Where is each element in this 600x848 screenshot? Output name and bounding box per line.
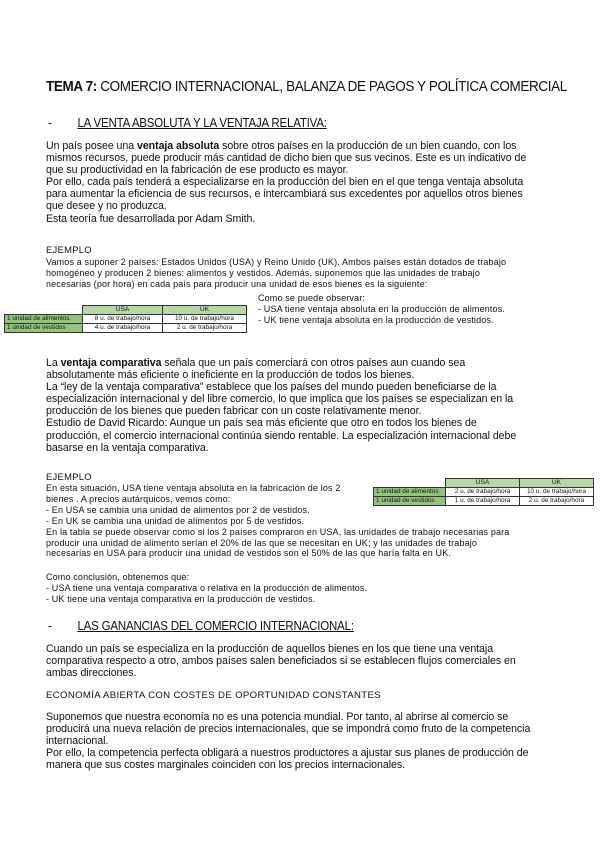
text-line: ambas direcciones. (46, 667, 137, 680)
text-line: Como se puede observar: (258, 293, 366, 303)
text-line: bienes . A precios autárquicos, vemos como: (46, 493, 231, 504)
text-line: Esta teoría fue desarrollada por Adam Smith. (46, 212, 256, 225)
text-line: Por ello, la competencia perfecta obligará a nuestros productores a ajustar sus planes de producción de (46, 747, 529, 760)
paragraph-ventaja-absoluta (46, 140, 566, 225)
text-span: señala que un país comerciará con otros países aun cuando sea (161, 357, 466, 369)
text-line: comparativa respecto a otro, ambos países salen beneficiados si se establecen flujos comerciales en (46, 655, 516, 668)
table-header-cell: UK (520, 479, 594, 488)
table-cell: 10 u. de trabajo/hora (163, 315, 247, 324)
table-row (374, 497, 594, 506)
text-line: absolutamente más eficiente o ineficiente en la producción de todos los bienes. (46, 369, 415, 382)
text-line: - En UK se cambia una unidad de alimentos por 5 de vestidos. (46, 515, 305, 526)
text-line: para aumentar la eficiencia de sus recursos, e intercambiará sus excedentes por aquellos otros bienes (46, 188, 523, 201)
text-line: - En USA se cambia una unidad de alimentos por 2 de vestidos. (46, 504, 310, 515)
section-label: LA VENTA ABSOLUTA Y LA VENTAJA RELATIVA: (77, 116, 327, 130)
example-1-observations (258, 293, 505, 326)
text-line: Cuando un país se especializa en la producción de aquellos bienes en los que tiene una ventaja (46, 643, 494, 655)
section-label: LAS GANANCIAS DEL COMERCIO INTERNACIONAL: (77, 619, 354, 633)
example-heading: EJEMPLO (46, 244, 92, 255)
text-line: basarse en la ventaja comparativa. (46, 441, 209, 454)
table-cell: 2 u. de trabajo/hora (520, 497, 594, 506)
text-line: En la tabla se puede observar como si los 2 países compraron en USA, las unidades de trabajo necesarias para (46, 526, 510, 537)
paragraph-ganancias (46, 643, 566, 679)
example-2-conclusion (46, 572, 586, 605)
section-bullet: - (48, 619, 52, 633)
table-cell: 2 u. de trabajo/hora (163, 324, 247, 333)
table-cell: 4 u. de trabajo/hora (83, 324, 163, 333)
labor-table-2 (373, 478, 594, 506)
subheading-economia-abierta: ECONOMÍA ABIERTA CON COSTES DE OPORTUNIDAD CONSTANTES (46, 690, 382, 701)
term-ventaja-absoluta: ventaja absoluta (136, 140, 220, 152)
section-heading-ventaja (48, 116, 327, 130)
table-header-cell: UK (163, 306, 247, 315)
example-heading: EJEMPLO (46, 471, 92, 482)
page-title (46, 79, 567, 95)
text-line: Por ello, cada país tenderá a especializarse en la producción del bien en el que tenga ventaja absoluta (46, 176, 524, 189)
table-row-label: 1 unidad de vestidos (5, 324, 83, 333)
title-text: COMERCIO INTERNACIONAL, BALANZA DE PAGOS Y POLÍTICA COMERCIAL (96, 79, 567, 95)
table-header-cell: USA (446, 479, 520, 488)
text-line: que desee y no produzca. (46, 200, 167, 213)
text-line: Estudio de David Ricardo: Aunque un país sea más eficiente que otro en todos los bienes de (46, 417, 477, 430)
paragraph-ventaja-comparativa (46, 357, 566, 454)
text-line: mismos recursos, puede producir más cantidad de dicho bien que sus vecinos. Este es un indicativo de (46, 152, 527, 165)
table-header-row (374, 479, 594, 488)
text-line: especialización internacional y del libre comercio, lo que implica que los países se especializan en la (46, 393, 514, 406)
text-line: homogéneo y producen 2 bienes: alimentos y vestidos. Además, suponemos que las unidades de trabajo (46, 267, 480, 278)
text-line: - UK tiene una ventaja comparativa en la producción de vestidos. (46, 593, 316, 604)
text-line: producción de los bienes que pueden fabricar con un coste relativamente menor. (46, 405, 422, 418)
text-line: La “ley de la ventaja comparativa” establece que los países del mundo pueden beneficiarse de la (46, 381, 497, 394)
text-line: producirá una nueva relación de precios internacionales, que se impondrá como fruto de la competencia (46, 723, 531, 736)
text-line: - UK tiene ventaja absoluta en la producción de vestidos. (258, 314, 494, 325)
text-line: que su productividad en la fabricación de ese producto es mayor. (46, 164, 349, 177)
paragraph-economia-abierta (46, 711, 566, 771)
section-heading-ganancias (48, 619, 354, 633)
table-header-cell: USA (83, 306, 163, 315)
table-row (374, 488, 594, 497)
text-line: Vamos a suponer 2 países: Estados Unidos (USA) y Reino Unido (UK). Ambos países están dotados de trabajo (46, 257, 507, 267)
table-row-label: 1 unidad de alimentos (374, 488, 446, 497)
table-row-label: 1 unidad de vestidos (374, 497, 446, 506)
table-row (5, 324, 247, 333)
term-ventaja-comparativa: ventaja comparativa (60, 357, 162, 369)
text-line: necesarias (por hora) en cada país para producir una unidad de esos bienes es la siguiente: (46, 278, 428, 289)
table-cell: 2 u. de trabajo/hora (446, 488, 520, 497)
table-row-label: 1 unidad de alimentos (5, 315, 83, 324)
text-line: producción, el comercio internacional continúa siendo rentable. La especialización internacional debe (46, 429, 517, 442)
text-line: - USA tiene ventaja absoluta en la producción de alimentos. (258, 303, 505, 314)
text-span: La (46, 357, 61, 369)
text-line: manera que sus costes marginales coinciden con los precios internacionales. (46, 759, 405, 772)
table-corner (5, 306, 83, 315)
text-line: producir una unidad de alimento serían el 20% de las que se necesitan en UK; y las unidades de trabajo (46, 537, 478, 548)
text-line: Como conclusión, obtenemos que: (46, 572, 190, 582)
table-cell: 1 u. de trabajo/hora (446, 497, 520, 506)
section-bullet: - (48, 116, 52, 130)
labor-table-1 (4, 305, 247, 333)
text-line: - USA tiene una ventaja comparativa o relativa en la producción de alimentos. (46, 582, 368, 593)
title-number: TEMA 7: (46, 79, 97, 95)
text-span: sobre otros países en la producción de un bien cuando, con los (219, 140, 517, 152)
table-row (5, 315, 247, 324)
text-line: En esta situación, USA tiene ventaja absoluta en la fabricación de los 2 (46, 483, 341, 493)
text-line: internacional. (46, 735, 109, 748)
text-line: Suponemos que nuestra economía no es una potencia mundial. Por tanto, al abrirse al comercio se (46, 711, 509, 723)
table-header-row (5, 306, 247, 315)
table-cell: 10 u. de trabajo/hora (520, 488, 594, 497)
example-1-text (46, 257, 576, 290)
table-corner (374, 479, 446, 488)
text-span: Un país posee una (46, 140, 137, 152)
text-line: necesarias en USA para producir una unidad de vestidos son el 50% de las que haría falta en UK. (46, 548, 451, 559)
table-cell: 8 u. de trabajo/hora (83, 315, 163, 324)
